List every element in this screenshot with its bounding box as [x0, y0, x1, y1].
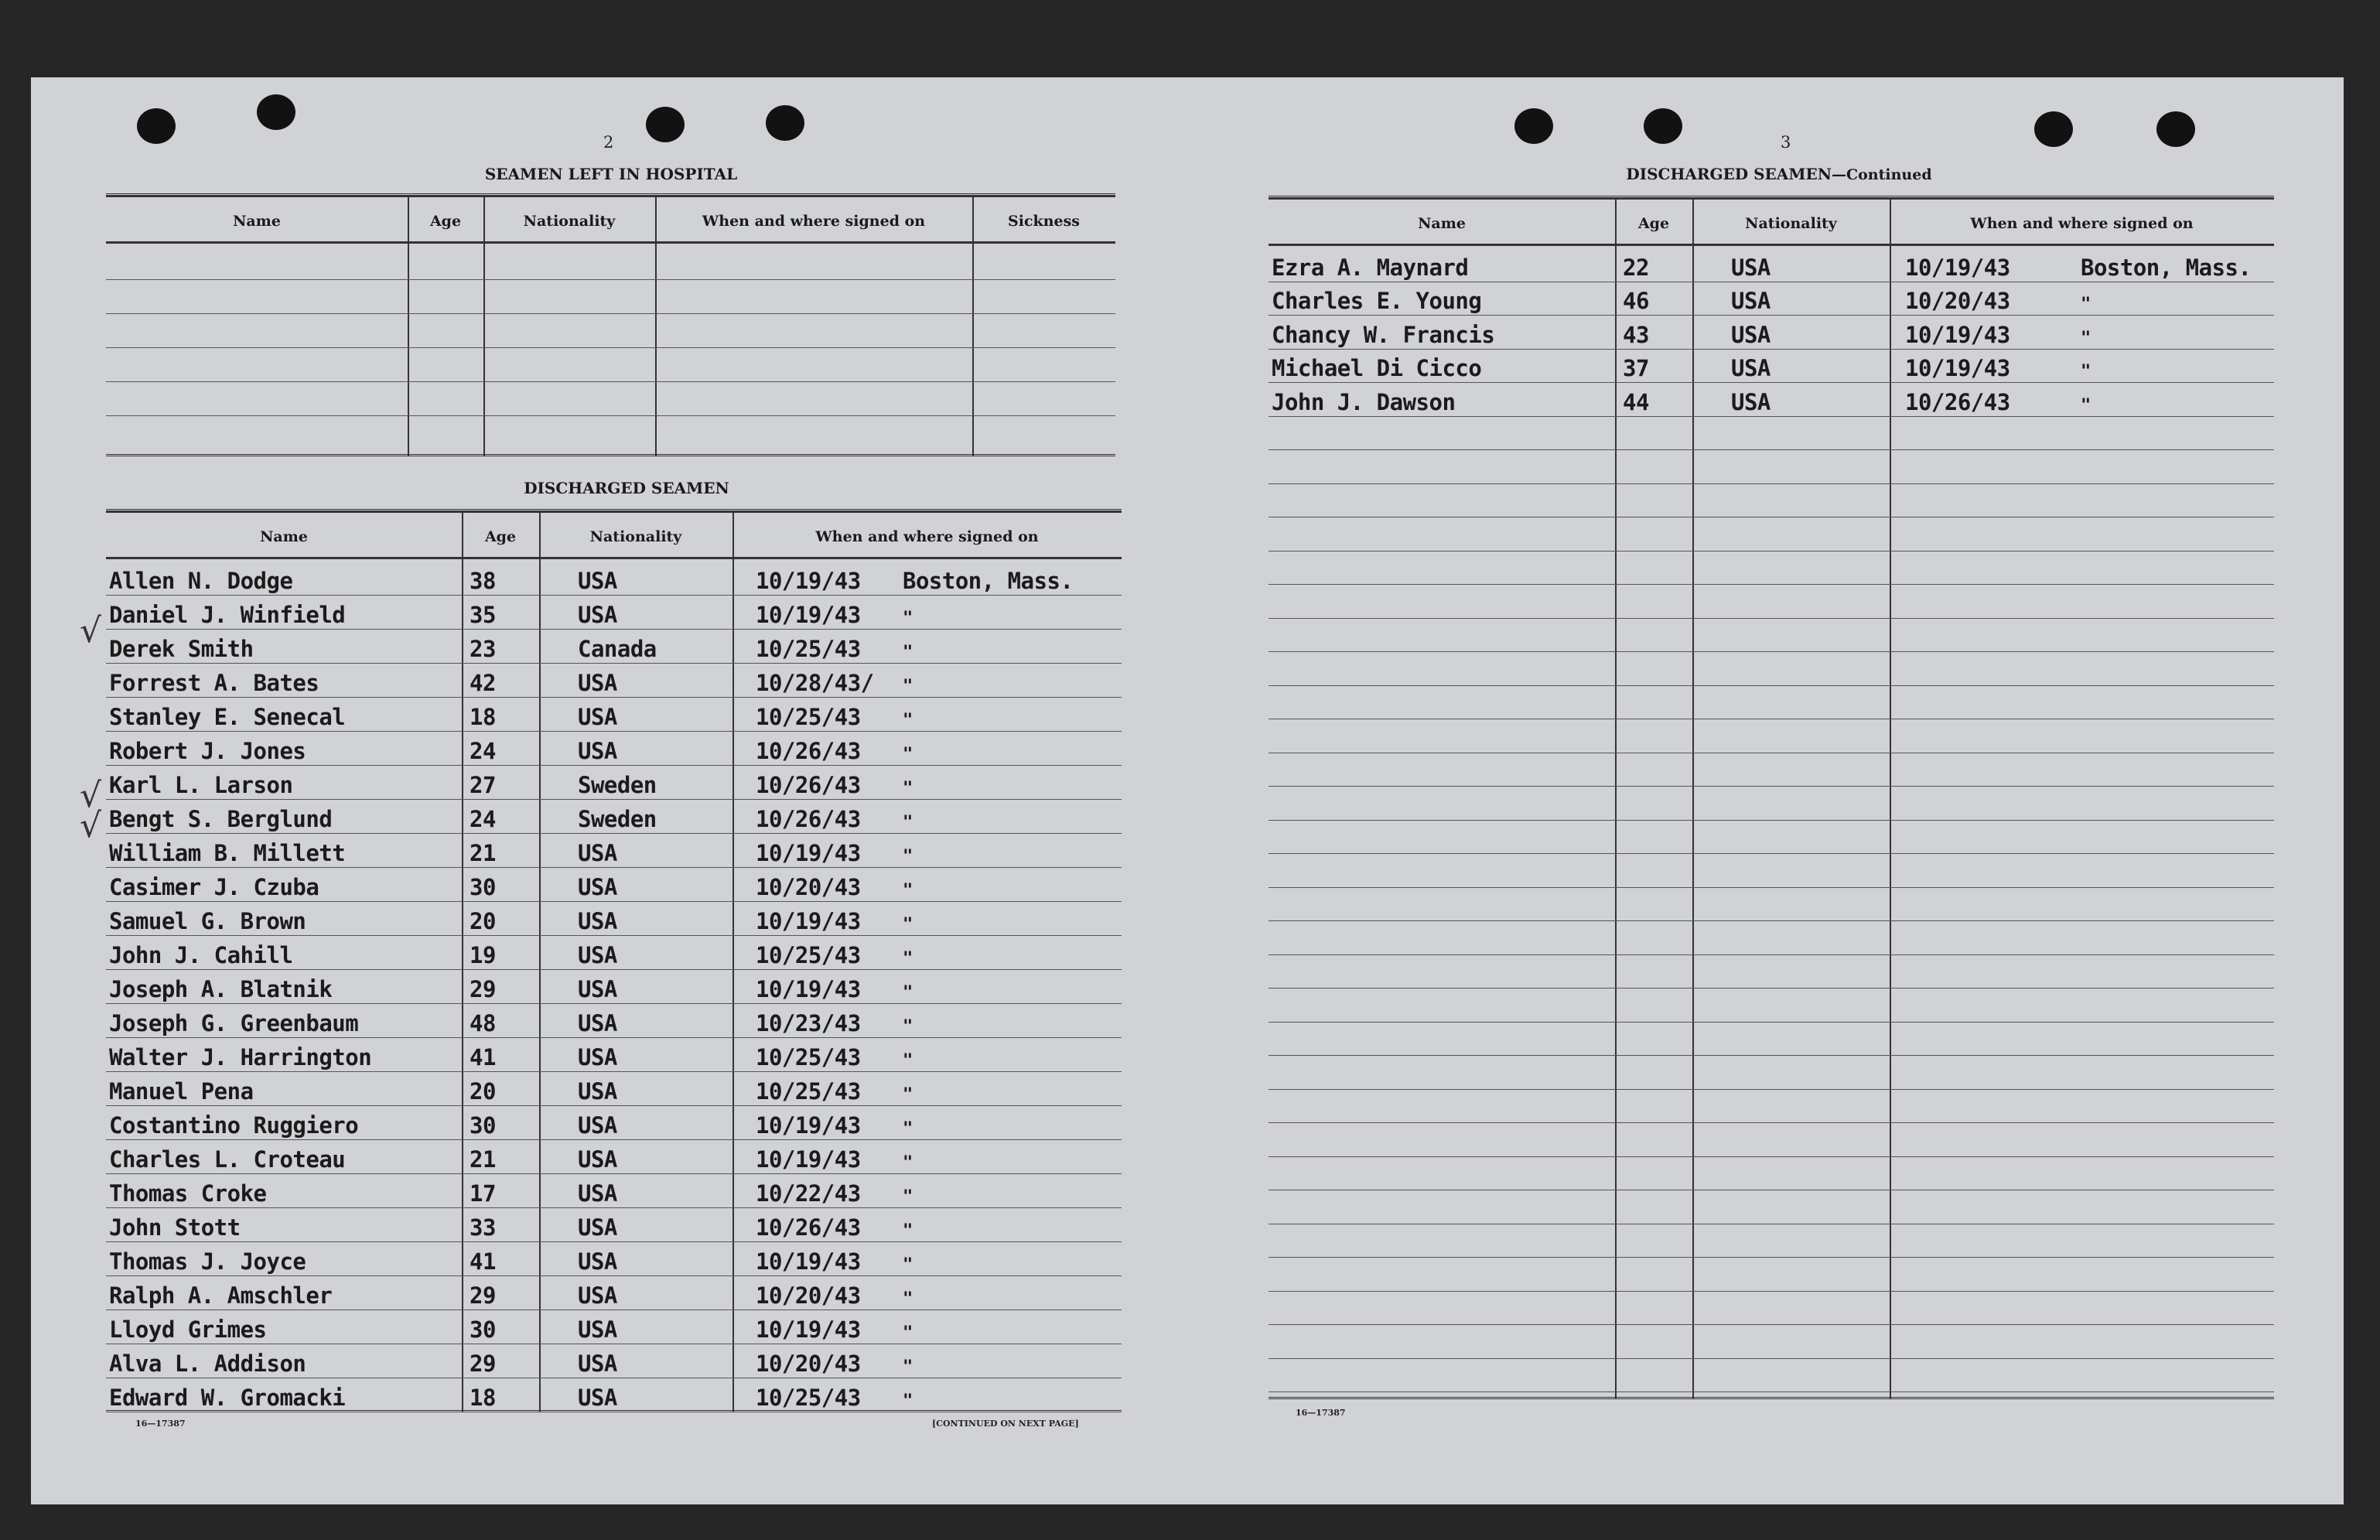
- signed-on-date: 10/19/43: [756, 976, 861, 1002]
- table-row: [106, 868, 1122, 902]
- seaman-age: 35: [470, 602, 496, 628]
- table-row: [1269, 248, 2274, 282]
- signed-on-date: 10/19/43: [756, 568, 861, 594]
- seaman-nationality: Canada: [578, 636, 657, 662]
- seaman-age: 20: [470, 1078, 496, 1105]
- signed-on-date: 10/19/43: [1905, 355, 2010, 381]
- signed-on-date: 10/19/43: [756, 840, 861, 866]
- table-row: [106, 1174, 1122, 1208]
- seaman-nationality: USA: [578, 1248, 617, 1275]
- table-row: [1269, 585, 2274, 619]
- seaman-name: William B. Millett: [109, 840, 346, 866]
- seaman-age: 48: [470, 1010, 496, 1036]
- table-row: [106, 1140, 1122, 1174]
- signed-on-date: 10/26/43: [756, 806, 861, 832]
- seaman-age: 33: [470, 1214, 496, 1241]
- table-row: [106, 1378, 1122, 1412]
- signed-on-date: 10/19/43: [756, 1248, 861, 1275]
- table-row: [1269, 282, 2274, 316]
- seaman-nationality: USA: [578, 1316, 617, 1343]
- signed-on-date: 10/22/43: [756, 1180, 861, 1207]
- table-row: [1269, 989, 2274, 1023]
- signed-on-place: ": [903, 1221, 913, 1241]
- seaman-nationality: USA: [1731, 388, 1770, 415]
- table-row: [1269, 719, 2274, 753]
- signed-on-place: ": [903, 1255, 913, 1275]
- signed-on-date: 10/19/43: [1905, 254, 2010, 281]
- column-divider: [483, 196, 485, 456]
- seaman-name: Chancy W. Francis: [1272, 321, 1495, 348]
- table-row: [106, 279, 1115, 280]
- table-row: [1269, 383, 2274, 417]
- seaman-nationality: USA: [578, 1112, 617, 1139]
- seaman-age: 30: [470, 874, 496, 900]
- check-mark-icon: √: [80, 806, 102, 845]
- seaman-nationality: USA: [1731, 321, 1770, 348]
- signed-on-date: 10/25/43: [756, 1078, 861, 1105]
- seaman-name: John Stott: [109, 1214, 241, 1241]
- signed-on-place: ": [903, 1323, 913, 1343]
- table-row: [1269, 854, 2274, 888]
- hospital-table: [106, 193, 1115, 456]
- signed-on-date: 10/25/43: [756, 1044, 861, 1070]
- table-row: [1269, 686, 2274, 720]
- table-row: [106, 834, 1122, 868]
- seaman-nationality: Sweden: [578, 772, 657, 798]
- seaman-nationality: Sweden: [578, 806, 657, 832]
- signed-on-place: ": [2081, 328, 2091, 348]
- table-row: [106, 902, 1122, 936]
- signed-on-place: ": [903, 847, 913, 866]
- seaman-name: Charles L. Croteau: [109, 1146, 346, 1173]
- table-row: [1269, 1056, 2274, 1090]
- table-row: [106, 800, 1122, 834]
- col-header-signed-on: When and where signed on: [1970, 215, 2194, 232]
- signed-on-place: ": [903, 1085, 913, 1105]
- seaman-nationality: USA: [578, 704, 617, 730]
- seaman-nationality: USA: [578, 602, 617, 628]
- seaman-nationality: USA: [1731, 355, 1770, 381]
- table-row: [106, 562, 1122, 596]
- seaman-nationality: USA: [578, 1282, 617, 1309]
- seaman-age: 18: [470, 704, 496, 730]
- signed-on-place: ": [903, 1017, 913, 1036]
- seaman-age: 41: [470, 1248, 496, 1275]
- signed-on-date: 10/19/43: [756, 1146, 861, 1173]
- signed-on-date: 10/20/43: [1905, 288, 2010, 314]
- seaman-name: Thomas J. Joyce: [109, 1248, 306, 1275]
- signed-on-date: 10/23/43: [756, 1010, 861, 1036]
- seaman-nationality: USA: [578, 1146, 617, 1173]
- seaman-nationality: USA: [578, 1180, 617, 1207]
- seaman-name: Allen N. Dodge: [109, 568, 293, 594]
- table-row: [1269, 1023, 2274, 1057]
- table-row: [1269, 484, 2274, 518]
- page-number: 2: [603, 133, 614, 152]
- seaman-age: 44: [1623, 388, 1649, 415]
- discharged-table: [106, 509, 1122, 1412]
- punch-hole: [1514, 108, 1553, 144]
- seaman-name: Joseph G. Greenbaum: [109, 1010, 359, 1036]
- seaman-nationality: USA: [578, 670, 617, 696]
- seaman-nationality: USA: [578, 908, 617, 934]
- signed-on-place: Boston, Mass.: [2081, 254, 2252, 281]
- seaman-name: Samuel G. Brown: [109, 908, 306, 934]
- signed-on-date: 10/26/43: [756, 1214, 861, 1241]
- signed-on-place: ": [2081, 295, 2091, 314]
- table-row: [1269, 417, 2274, 451]
- seaman-name: Ralph A. Amschler: [109, 1282, 333, 1309]
- table-row: [106, 936, 1122, 970]
- col-header-nationality: Nationality: [1745, 215, 1837, 232]
- continued-note: [CONTINUED ON NEXT PAGE]: [932, 1419, 1079, 1429]
- seaman-nationality: USA: [578, 976, 617, 1002]
- punch-hole: [766, 105, 804, 141]
- signed-on-place: ": [903, 1119, 913, 1139]
- signed-on-place: ": [903, 881, 913, 900]
- punch-hole: [646, 107, 685, 142]
- col-header-age: Age: [1637, 215, 1670, 232]
- table-row: [106, 732, 1122, 766]
- signed-on-place: ": [903, 1153, 913, 1173]
- seaman-name: John J. Cahill: [109, 942, 293, 968]
- signed-on-date: 10/26/43: [756, 772, 861, 798]
- signed-on-place: ": [903, 779, 913, 798]
- signed-on-date: 10/25/43: [756, 704, 861, 730]
- signed-on-place: ": [903, 949, 913, 968]
- table-row: [1269, 921, 2274, 955]
- signed-on-date: 10/19/43: [756, 908, 861, 934]
- table-row: [106, 1072, 1122, 1106]
- col-header-signed-on: When and where signed on: [702, 213, 926, 230]
- title-suffix: —Continued: [1832, 166, 1932, 183]
- seaman-name: Casimer J. Czuba: [109, 874, 319, 900]
- seaman-age: 37: [1623, 355, 1649, 381]
- seaman-age: 27: [470, 772, 496, 798]
- seaman-name: Ezra A. Maynard: [1272, 254, 1469, 281]
- col-header-sickness: Sickness: [1008, 213, 1080, 230]
- col-header-age: Age: [429, 213, 462, 230]
- seaman-name: Walter J. Harrington: [109, 1044, 372, 1070]
- table-row: [1269, 551, 2274, 586]
- table-row: [1269, 350, 2274, 384]
- seaman-nationality: USA: [578, 738, 617, 764]
- signed-on-place: ": [903, 1391, 913, 1411]
- col-header-age: Age: [484, 528, 517, 545]
- table-row: [1269, 1157, 2274, 1191]
- seaman-nationality: USA: [578, 1044, 617, 1070]
- table-row: [1269, 1292, 2274, 1326]
- signed-on-place: ": [903, 813, 913, 832]
- table-row: [1269, 888, 2274, 922]
- punch-hole: [137, 108, 176, 144]
- seaman-age: 29: [470, 976, 496, 1002]
- table-row: [106, 664, 1122, 698]
- table-row: [106, 698, 1122, 732]
- seaman-name: Thomas Croke: [109, 1180, 267, 1207]
- seaman-name: Stanley E. Senecal: [109, 704, 346, 730]
- table-row: [1269, 1090, 2274, 1124]
- seaman-nationality: USA: [578, 942, 617, 968]
- table-row: [106, 630, 1122, 664]
- signed-on-date: 10/19/43: [756, 1316, 861, 1343]
- table-row: [106, 313, 1115, 314]
- seaman-name: Costantino Ruggiero: [109, 1112, 359, 1139]
- seaman-age: 17: [470, 1180, 496, 1207]
- signed-on-place: ": [2081, 362, 2091, 381]
- seaman-name: Robert J. Jones: [109, 738, 306, 764]
- check-mark-icon: √: [80, 611, 102, 650]
- seaman-nationality: USA: [578, 1010, 617, 1036]
- page-number: 3: [1781, 133, 1791, 152]
- table-row: [106, 1276, 1122, 1310]
- seaman-age: 21: [470, 840, 496, 866]
- seaman-age: 18: [470, 1385, 496, 1411]
- seaman-age: 43: [1623, 321, 1649, 348]
- signed-on-date: 10/25/43: [756, 942, 861, 968]
- seaman-nationality: USA: [578, 840, 617, 866]
- seaman-name: Karl L. Larson: [109, 772, 293, 798]
- seaman-name: Manuel Pena: [109, 1078, 254, 1105]
- table-row: [1269, 316, 2274, 350]
- signed-on-date: 10/19/43: [756, 1112, 861, 1139]
- form-number: 16—17387: [1296, 1408, 1346, 1418]
- signed-on-date: 10/20/43: [756, 874, 861, 900]
- hospital-table-header: [106, 196, 1115, 244]
- signed-on-date: 10/26/43: [756, 738, 861, 764]
- col-header-nationality: Nationality: [523, 213, 616, 230]
- table-row: [106, 381, 1115, 382]
- seaman-nationality: USA: [1731, 254, 1770, 281]
- seaman-age: 30: [470, 1112, 496, 1139]
- table-row: [106, 970, 1122, 1004]
- table-row: [1269, 955, 2274, 989]
- signed-on-place: ": [903, 1357, 913, 1377]
- seaman-nationality: USA: [578, 568, 617, 594]
- signed-on-date: 10/25/43: [756, 1385, 861, 1411]
- column-divider: [408, 196, 409, 456]
- seaman-age: 30: [470, 1316, 496, 1343]
- table-row: [1269, 1123, 2274, 1157]
- seaman-name: Lloyd Grimes: [109, 1316, 267, 1343]
- punch-hole: [1644, 108, 1682, 144]
- discharged-table-header: [1269, 198, 2274, 246]
- signed-on-place: ": [903, 915, 913, 934]
- signed-on-place: ": [903, 677, 913, 696]
- seaman-age: 19: [470, 942, 496, 968]
- signed-on-date: 10/20/43: [756, 1350, 861, 1377]
- signed-on-place: ": [903, 643, 913, 662]
- seaman-nationality: USA: [578, 1385, 617, 1411]
- punch-hole: [2034, 111, 2073, 147]
- discharged-table-header: [106, 511, 1122, 559]
- seaman-name: Joseph A. Blatnik: [109, 976, 333, 1002]
- col-header-name: Name: [233, 213, 281, 230]
- punch-hole: [2156, 111, 2195, 147]
- table-row: [1269, 1359, 2274, 1393]
- seaman-name: Derek Smith: [109, 636, 254, 662]
- seaman-nationality: USA: [578, 1214, 617, 1241]
- seaman-name: Alva L. Addison: [109, 1350, 306, 1377]
- col-header-signed-on: When and where signed on: [815, 528, 1039, 545]
- table-row: [106, 1208, 1122, 1242]
- seaman-nationality: USA: [578, 1350, 617, 1377]
- hospital-section-title: SEAMEN LEFT IN HOSPITAL: [484, 165, 738, 183]
- seaman-age: 29: [470, 1282, 496, 1309]
- table-row: [1269, 787, 2274, 821]
- signed-on-place: ": [903, 983, 913, 1002]
- col-header-nationality: Nationality: [589, 528, 682, 545]
- table-row: [106, 766, 1122, 800]
- signed-on-place: ": [2081, 395, 2091, 415]
- seaman-age: 29: [470, 1350, 496, 1377]
- table-row: [106, 1004, 1122, 1038]
- seaman-name: Forrest A. Bates: [109, 670, 319, 696]
- table-row: [1269, 1258, 2274, 1292]
- seaman-age: 23: [470, 636, 496, 662]
- seaman-age: 38: [470, 568, 496, 594]
- table-row: [106, 1344, 1122, 1378]
- table-row: [1269, 1325, 2274, 1359]
- seaman-age: 46: [1623, 288, 1649, 314]
- table-row: [1269, 517, 2274, 551]
- table-row: [1269, 652, 2274, 686]
- signed-on-date: 10/19/43: [756, 602, 861, 628]
- signed-on-place: ": [903, 1051, 913, 1070]
- table-row: [1269, 1224, 2274, 1258]
- signed-on-place: ": [903, 745, 913, 764]
- signed-on-place: ": [903, 711, 913, 730]
- signed-on-date: 10/20/43: [756, 1282, 861, 1309]
- seaman-name: Edward W. Gromacki: [109, 1385, 346, 1411]
- check-mark-icon: √: [80, 776, 102, 815]
- table-row: [106, 1310, 1122, 1344]
- signed-on-date: 10/26/43: [1905, 388, 2010, 415]
- seaman-name: Bengt S. Berglund: [109, 806, 333, 832]
- signed-on-date: 10/25/43: [756, 636, 861, 662]
- signed-on-place: Boston, Mass.: [903, 568, 1074, 594]
- discharged-continued-table: [1269, 196, 2274, 1399]
- seaman-age: 20: [470, 908, 496, 934]
- seaman-age: 22: [1623, 254, 1649, 281]
- col-header-name: Name: [1418, 215, 1466, 232]
- seaman-name: Michael Di Cicco: [1272, 355, 1482, 381]
- table-row: [1269, 619, 2274, 653]
- discharged-section-title: DISCHARGED SEAMEN: [524, 479, 729, 497]
- seaman-nationality: USA: [578, 874, 617, 900]
- table-row: [106, 1038, 1122, 1072]
- seaman-age: 42: [470, 670, 496, 696]
- seaman-nationality: USA: [578, 1078, 617, 1105]
- seaman-age: 41: [470, 1044, 496, 1070]
- seaman-age: 21: [470, 1146, 496, 1173]
- title-main: DISCHARGED SEAMEN: [1626, 165, 1832, 183]
- table-row: [1269, 821, 2274, 855]
- signed-on-place: ": [903, 1289, 913, 1309]
- discharged-continued-title: [1562, 165, 1996, 183]
- table-row: [1269, 753, 2274, 787]
- signed-on-place: ": [903, 1187, 913, 1207]
- seaman-age: 24: [470, 806, 496, 832]
- table-row: [106, 347, 1115, 348]
- signed-on-date: 10/19/43: [1905, 321, 2010, 348]
- seaman-nationality: USA: [1731, 288, 1770, 314]
- form-number: 16—17387: [135, 1419, 186, 1429]
- seaman-age: 24: [470, 738, 496, 764]
- punch-hole: [257, 94, 295, 130]
- column-divider: [655, 196, 657, 456]
- table-row: [106, 1242, 1122, 1276]
- table-row: [106, 415, 1115, 416]
- seaman-name: Daniel J. Winfield: [109, 602, 346, 628]
- seaman-name: John J. Dawson: [1272, 388, 1456, 415]
- table-row: [1269, 1190, 2274, 1224]
- table-row: [106, 596, 1122, 630]
- seaman-name: Charles E. Young: [1272, 288, 1482, 314]
- table-row: [1269, 450, 2274, 484]
- signed-on-place: ": [903, 609, 913, 628]
- table-row: [106, 1106, 1122, 1140]
- column-divider: [972, 196, 974, 456]
- col-header-name: Name: [260, 528, 308, 545]
- signed-on-date: 10/28/43/: [756, 670, 874, 696]
